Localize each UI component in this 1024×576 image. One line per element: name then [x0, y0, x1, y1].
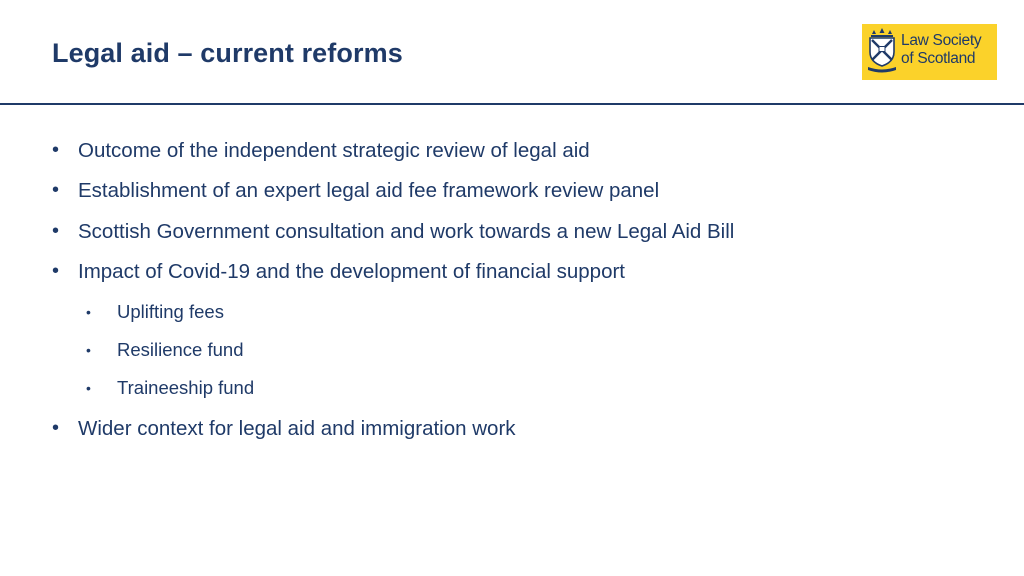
logo-line-1: Law Society: [901, 32, 982, 49]
sub-bullet-text: Traineeship fund: [117, 377, 255, 398]
sub-bullet-icon: •: [86, 342, 91, 358]
bullet-icon: •: [52, 179, 60, 201]
slide-title: Legal aid – current reforms: [52, 38, 403, 68]
bullet-text: Scottish Government consultation and work towards a new Legal Aid Bill: [78, 220, 735, 243]
bullet-icon: •: [52, 417, 60, 439]
bullet-text: Wider context for legal aid and immigration work: [78, 417, 516, 440]
bullet-icon: •: [52, 220, 60, 242]
sub-bullet-text: Resilience fund: [117, 339, 244, 360]
sub-bullet-text: Uplifting fees: [117, 301, 224, 322]
bullet-text: Impact of Covid-19 and the development of financial support: [78, 260, 625, 283]
bullet-icon: •: [52, 260, 60, 282]
sub-bullet-icon: •: [86, 380, 91, 396]
bullet-text: Establishment of an expert legal aid fee framework review panel: [78, 179, 660, 202]
logo-line-2: of Scotland: [901, 50, 976, 67]
sub-bullet-icon: •: [86, 304, 91, 320]
bullet-text: Outcome of the independent strategic review of legal aid: [78, 139, 590, 162]
bullet-icon: •: [52, 139, 60, 161]
